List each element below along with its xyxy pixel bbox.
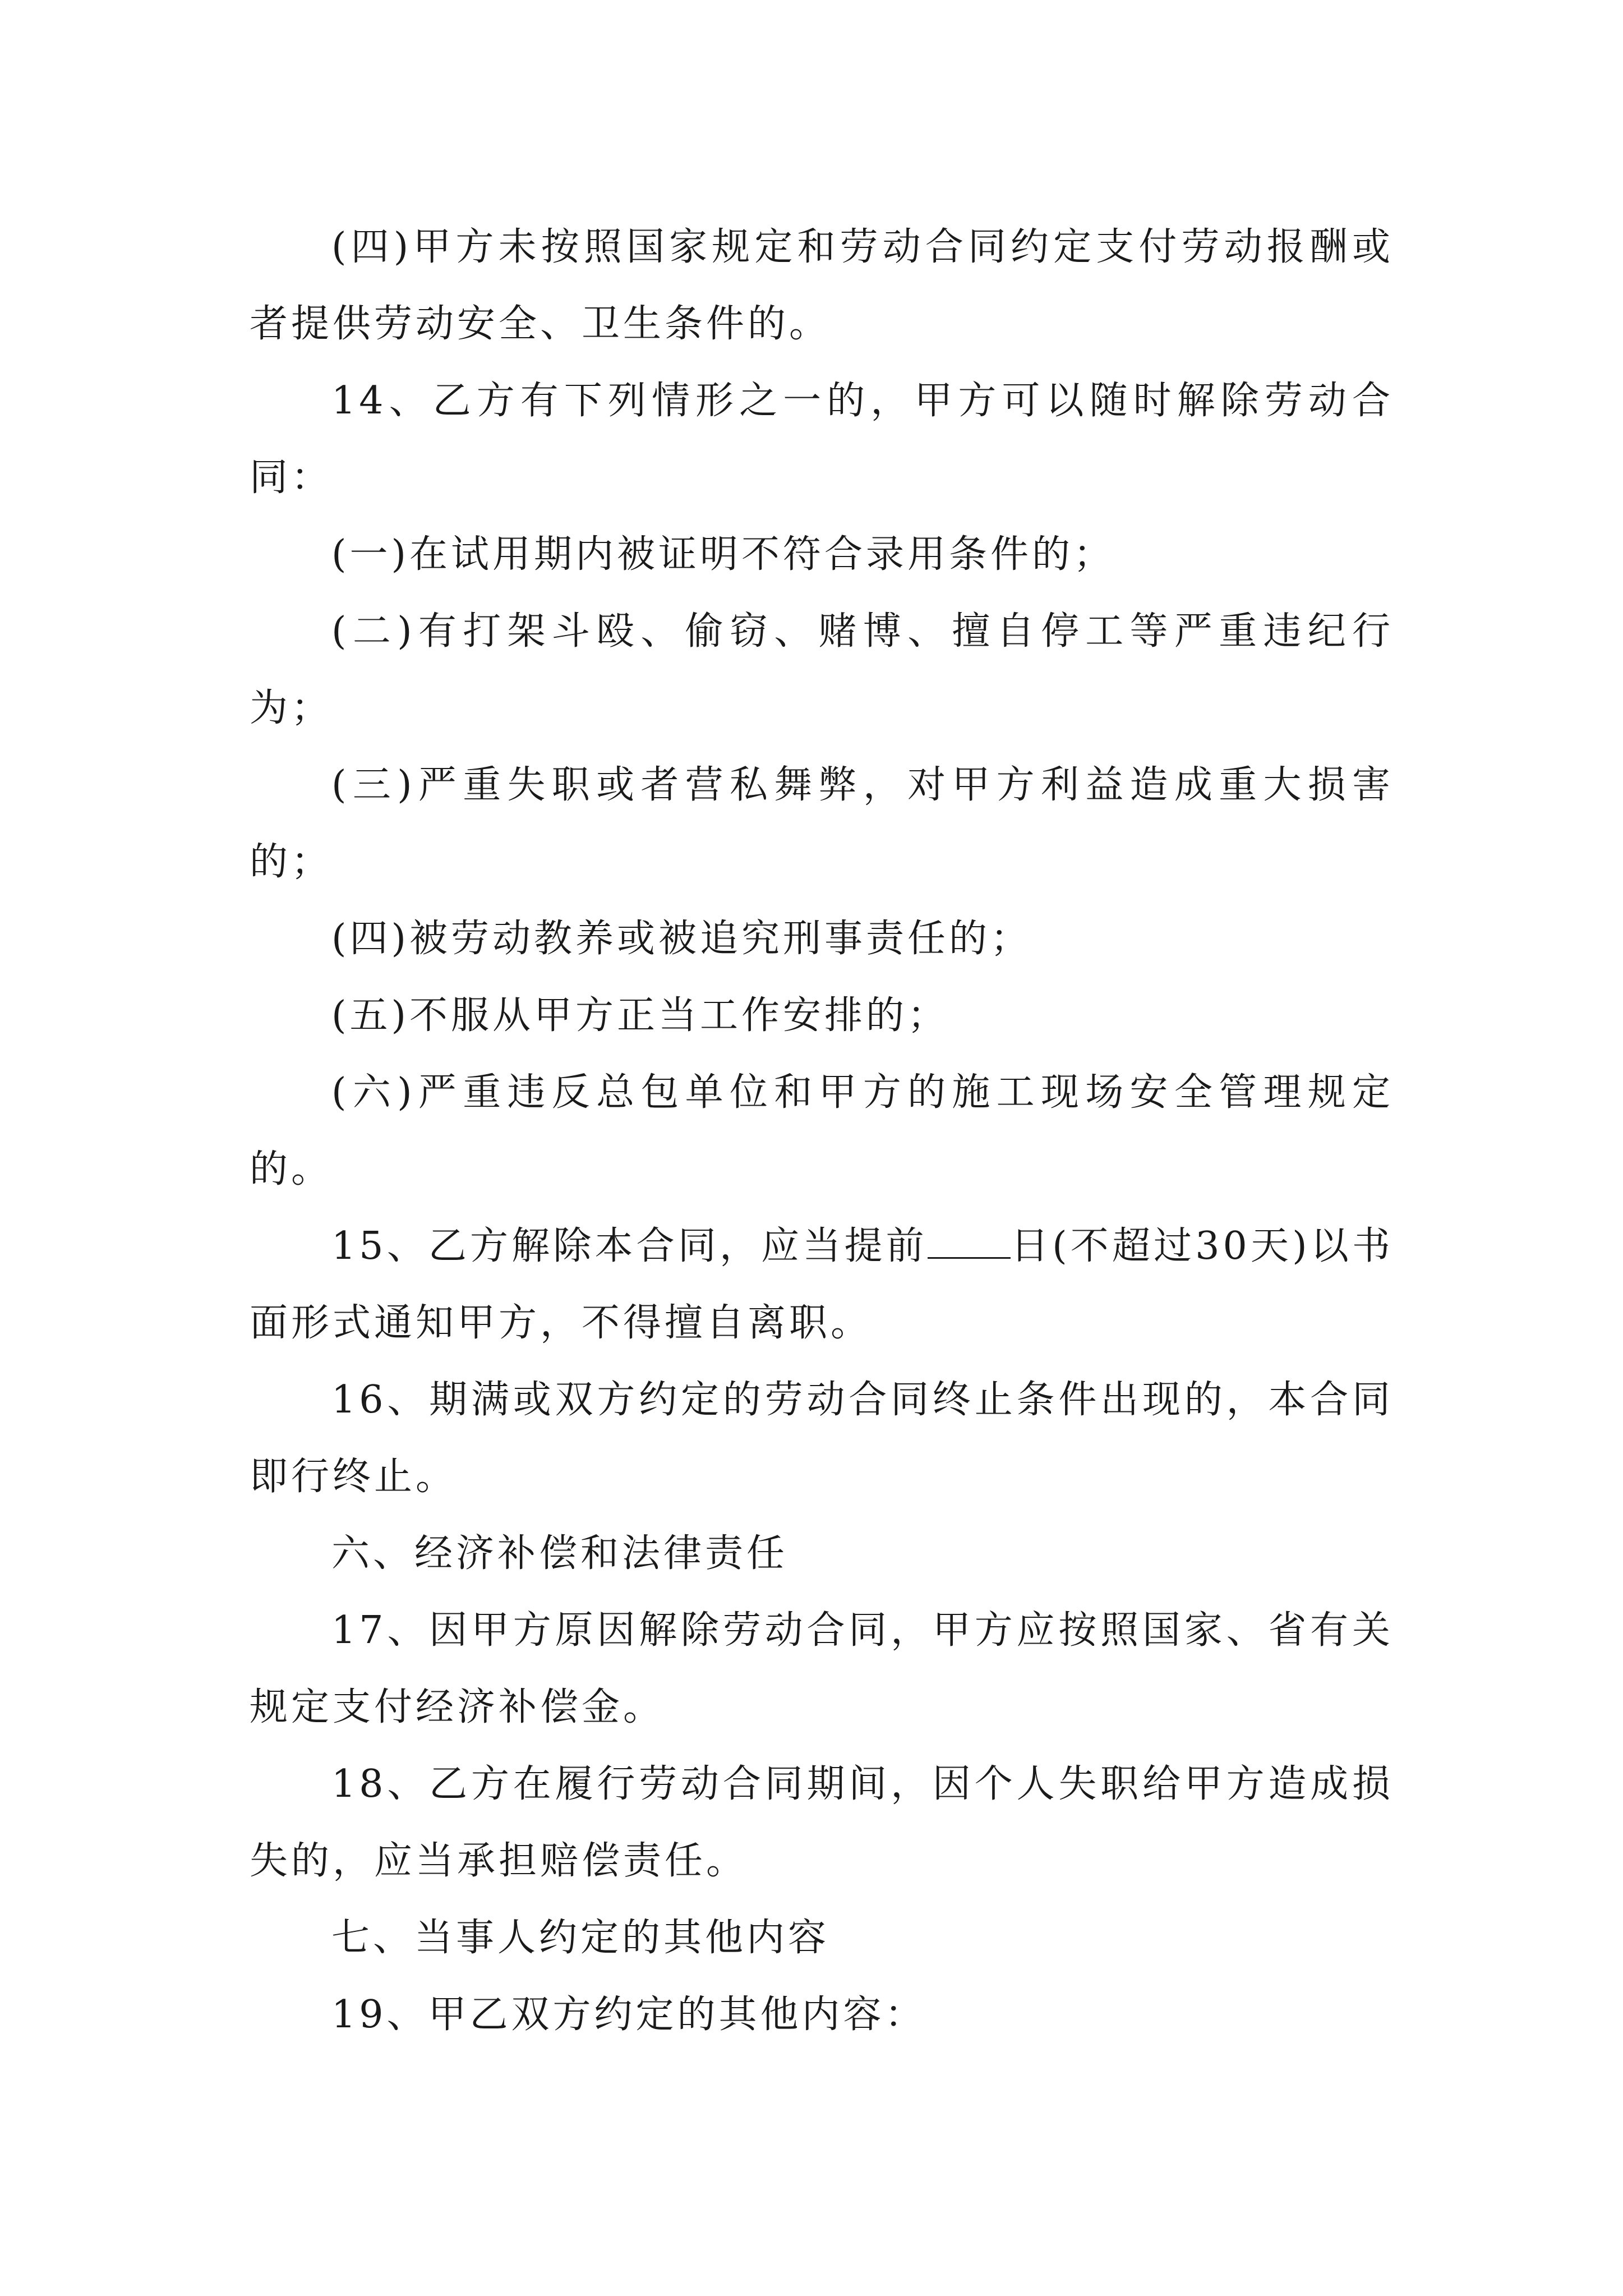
paragraph-clause-14-2: (二)有打架斗殴、偷窃、赌博、擅自停工等严重违纪行为； xyxy=(250,609,1394,730)
paragraph-clause-19: 19、甲乙双方约定的其他内容： xyxy=(331,1993,926,2037)
section-heading-other-content: 七、当事人约定的其他内容 xyxy=(331,1916,830,1960)
paragraph-clause-14-5: (五)不服从甲方正当工作安排的； xyxy=(331,993,949,1038)
fill-in-blank-days[interactable] xyxy=(928,1223,1011,1259)
paragraph-clause-16: 16、期满或双方约定的劳动合同终止条件出现的，本合同即行终止。 xyxy=(250,1378,1394,1499)
paragraph-clause-14: 14、乙方有下列情形之一的，甲方可以随时解除劳动合同： xyxy=(250,379,1394,500)
paragraph-clause-14-4: (四)被劳动教养或被追究刑事责任的； xyxy=(331,917,1032,961)
paragraph-clause-13-4: (四)甲方未按照国家规定和劳动合同约定支付劳动报酬或者提供劳动安全、卫生条件的。 xyxy=(250,225,1394,346)
document-body xyxy=(250,209,1394,2053)
paragraph-clause-14-1: (一)在试用期内被证明不符合录用条件的； xyxy=(331,532,1115,577)
clause-15-text-after: 日(不超过30天)以书面形式通知甲方，不得擅自离职。 xyxy=(250,1224,1394,1345)
paragraph-clause-15 xyxy=(250,1208,1394,1361)
paragraph-clause-17: 17、因甲方原因解除劳动合同，甲方应按照国家、省有关规定支付经济补偿金。 xyxy=(250,1608,1394,1729)
paragraph-clause-14-3: (三)严重失职或者营私舞弊，对甲方利益造成重大损害的； xyxy=(250,763,1394,884)
paragraph-clause-18: 18、乙方在履行劳动合同期间，因个人失职给甲方造成损失的，应当承担赔偿责任。 xyxy=(250,1762,1394,1883)
clause-15-text-before: 15、乙方解除本合同，应当提前 xyxy=(331,1224,928,1268)
section-heading-compensation: 六、经济补偿和法律责任 xyxy=(331,1531,789,1576)
paragraph-clause-14-6: (六)严重违反总包单位和甲方的施工现场安全管理规定的。 xyxy=(250,1070,1394,1191)
